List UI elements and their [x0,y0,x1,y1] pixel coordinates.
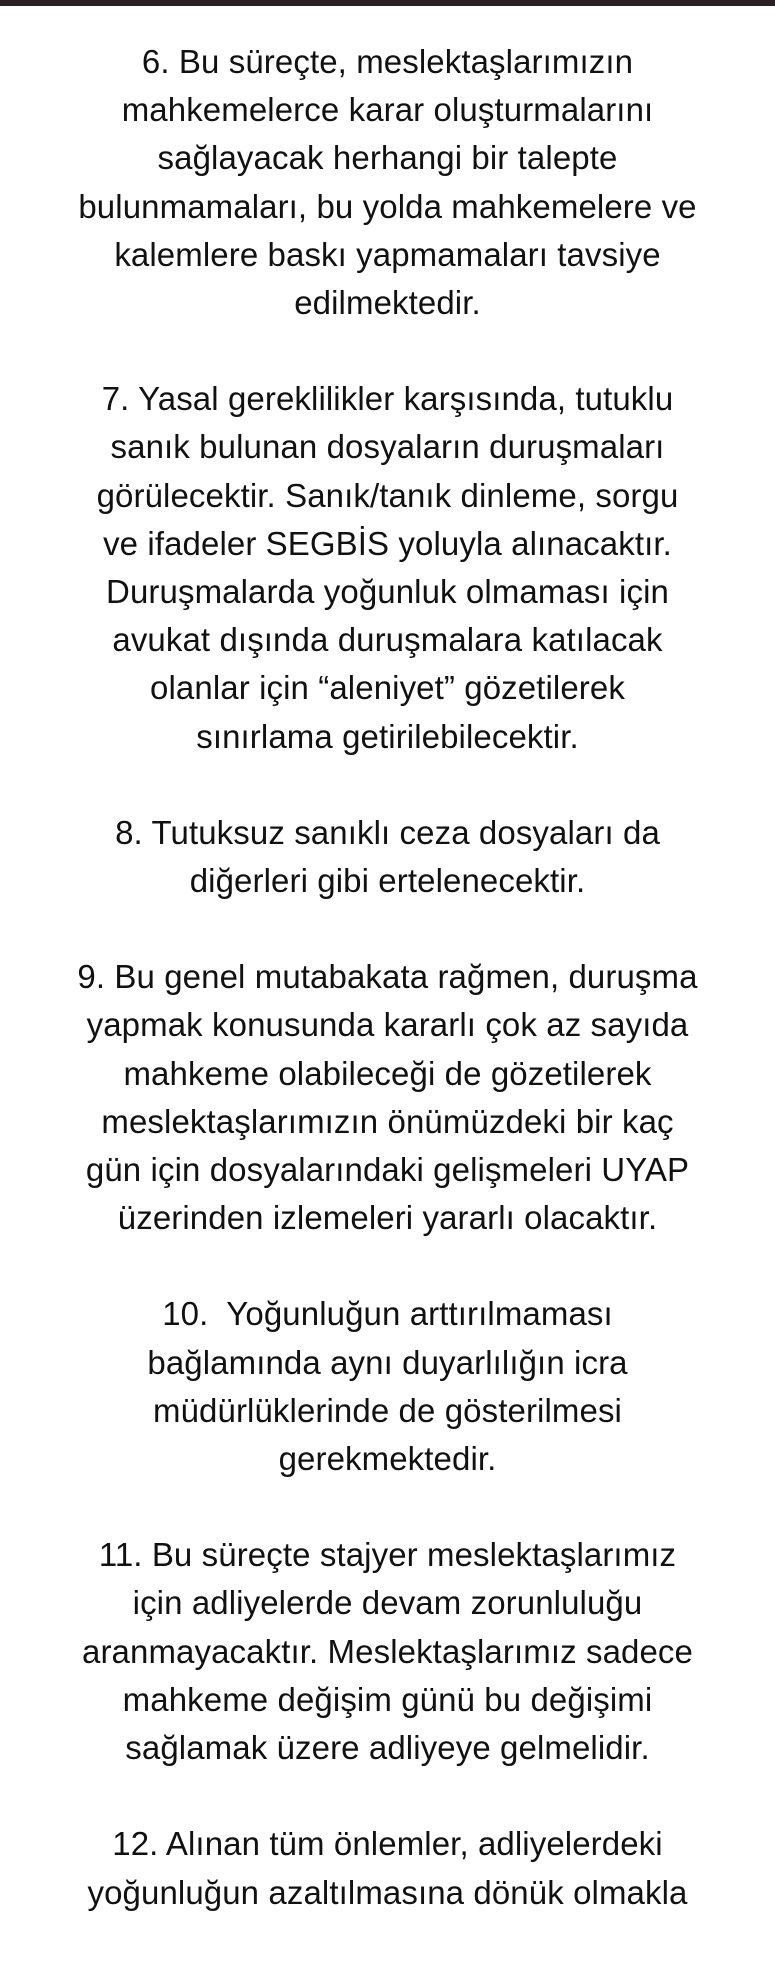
text-line: aranmayacaktır. Meslektaşlarımız sadece [82,1632,693,1670]
text-line: 8. Tutuksuz sanıklı ceza dosyaları da [115,813,660,851]
text-line: bağlamında aynı duyarlılığın icra [147,1343,628,1381]
text-line: 7. Yasal gereklilikler karşısında, tutuklu [101,380,674,418]
text-line: sanık bulunan dosyaların duruşmaları [110,428,665,466]
text-line: görülecektir. Sanık/tanık dinleme, sorgu [96,476,679,514]
text-line: sağlamak üzere adliyeye gelmelidir. [125,1729,650,1767]
text-line: 12. Alınan tüm önlemler, adliyelerdeki [112,1825,663,1863]
text-line: yoğunluğun azaltılmasına dönük olmakla [87,1873,688,1911]
text-line: yapmak konusunda kararlı çok az sayıda [86,1006,689,1044]
text-line: için adliyelerde devam zorunluluğu [132,1584,643,1622]
text-line: mahkeme değişim günü bu değişimi [122,1680,653,1718]
top-edge-bar [0,0,775,6]
paragraph-8 [0,809,775,905]
text-line: mahkemelerce karar oluşturmalarını [121,91,654,129]
text-line: mahkeme olabileceği de gözetilerek [123,1054,652,1092]
text-line: sınırlama getirilebilecektir. [196,717,579,755]
paragraph-9 [0,953,775,1242]
text-line: kalemlere baskı yapmamaları tavsiye [114,235,661,273]
paragraph-6 [0,38,775,327]
paragraph-11 [0,1531,775,1772]
paragraph-7 [0,375,775,761]
text-line: 6. Bu süreçte, meslektaşlarımızın [141,43,634,80]
paragraph-10 [0,1290,775,1483]
text-line: gün için dosyalarındaki gelişmeleri UYAP [85,1151,690,1189]
text-line: müdürlüklerinde de gösterilmesi [153,1391,622,1429]
text-line: sağlayacak herhangi bir talepte [157,139,618,177]
text-line: meslektaşlarımızın önümüzdeki bir kaç [101,1102,674,1140]
text-line: 10. Yoğunluğun arttırılmaması [162,1295,613,1333]
text-line: 9. Bu genel mutabakata rağmen, duruşma [77,958,698,996]
text-line: üzerinden izlemeleri yararlı olacaktır. [117,1199,658,1237]
text-line: olanlar için “aleniyet” gözetilerek [150,669,625,707]
text-line: gerekmektedir. [278,1440,497,1478]
paragraph-12 [0,1820,775,1916]
text-line: edilmektedir. [294,284,481,322]
text-line: 11. Bu süreçte stajyer meslektaşlarımız [98,1536,677,1574]
document-body [0,38,775,1965]
text-line: ve ifadeler SEGBİS yoluyla alınacaktır. [103,524,672,562]
text-line: diğerleri gibi ertelenecektir. [189,862,586,900]
text-line: avukat dışında duruşmalara katılacak [112,621,663,659]
text-line: Duruşmalarda yoğunluk olmaması için [106,573,669,611]
text-line: bulunmamaları, bu yolda mahkemelere ve [78,187,697,225]
